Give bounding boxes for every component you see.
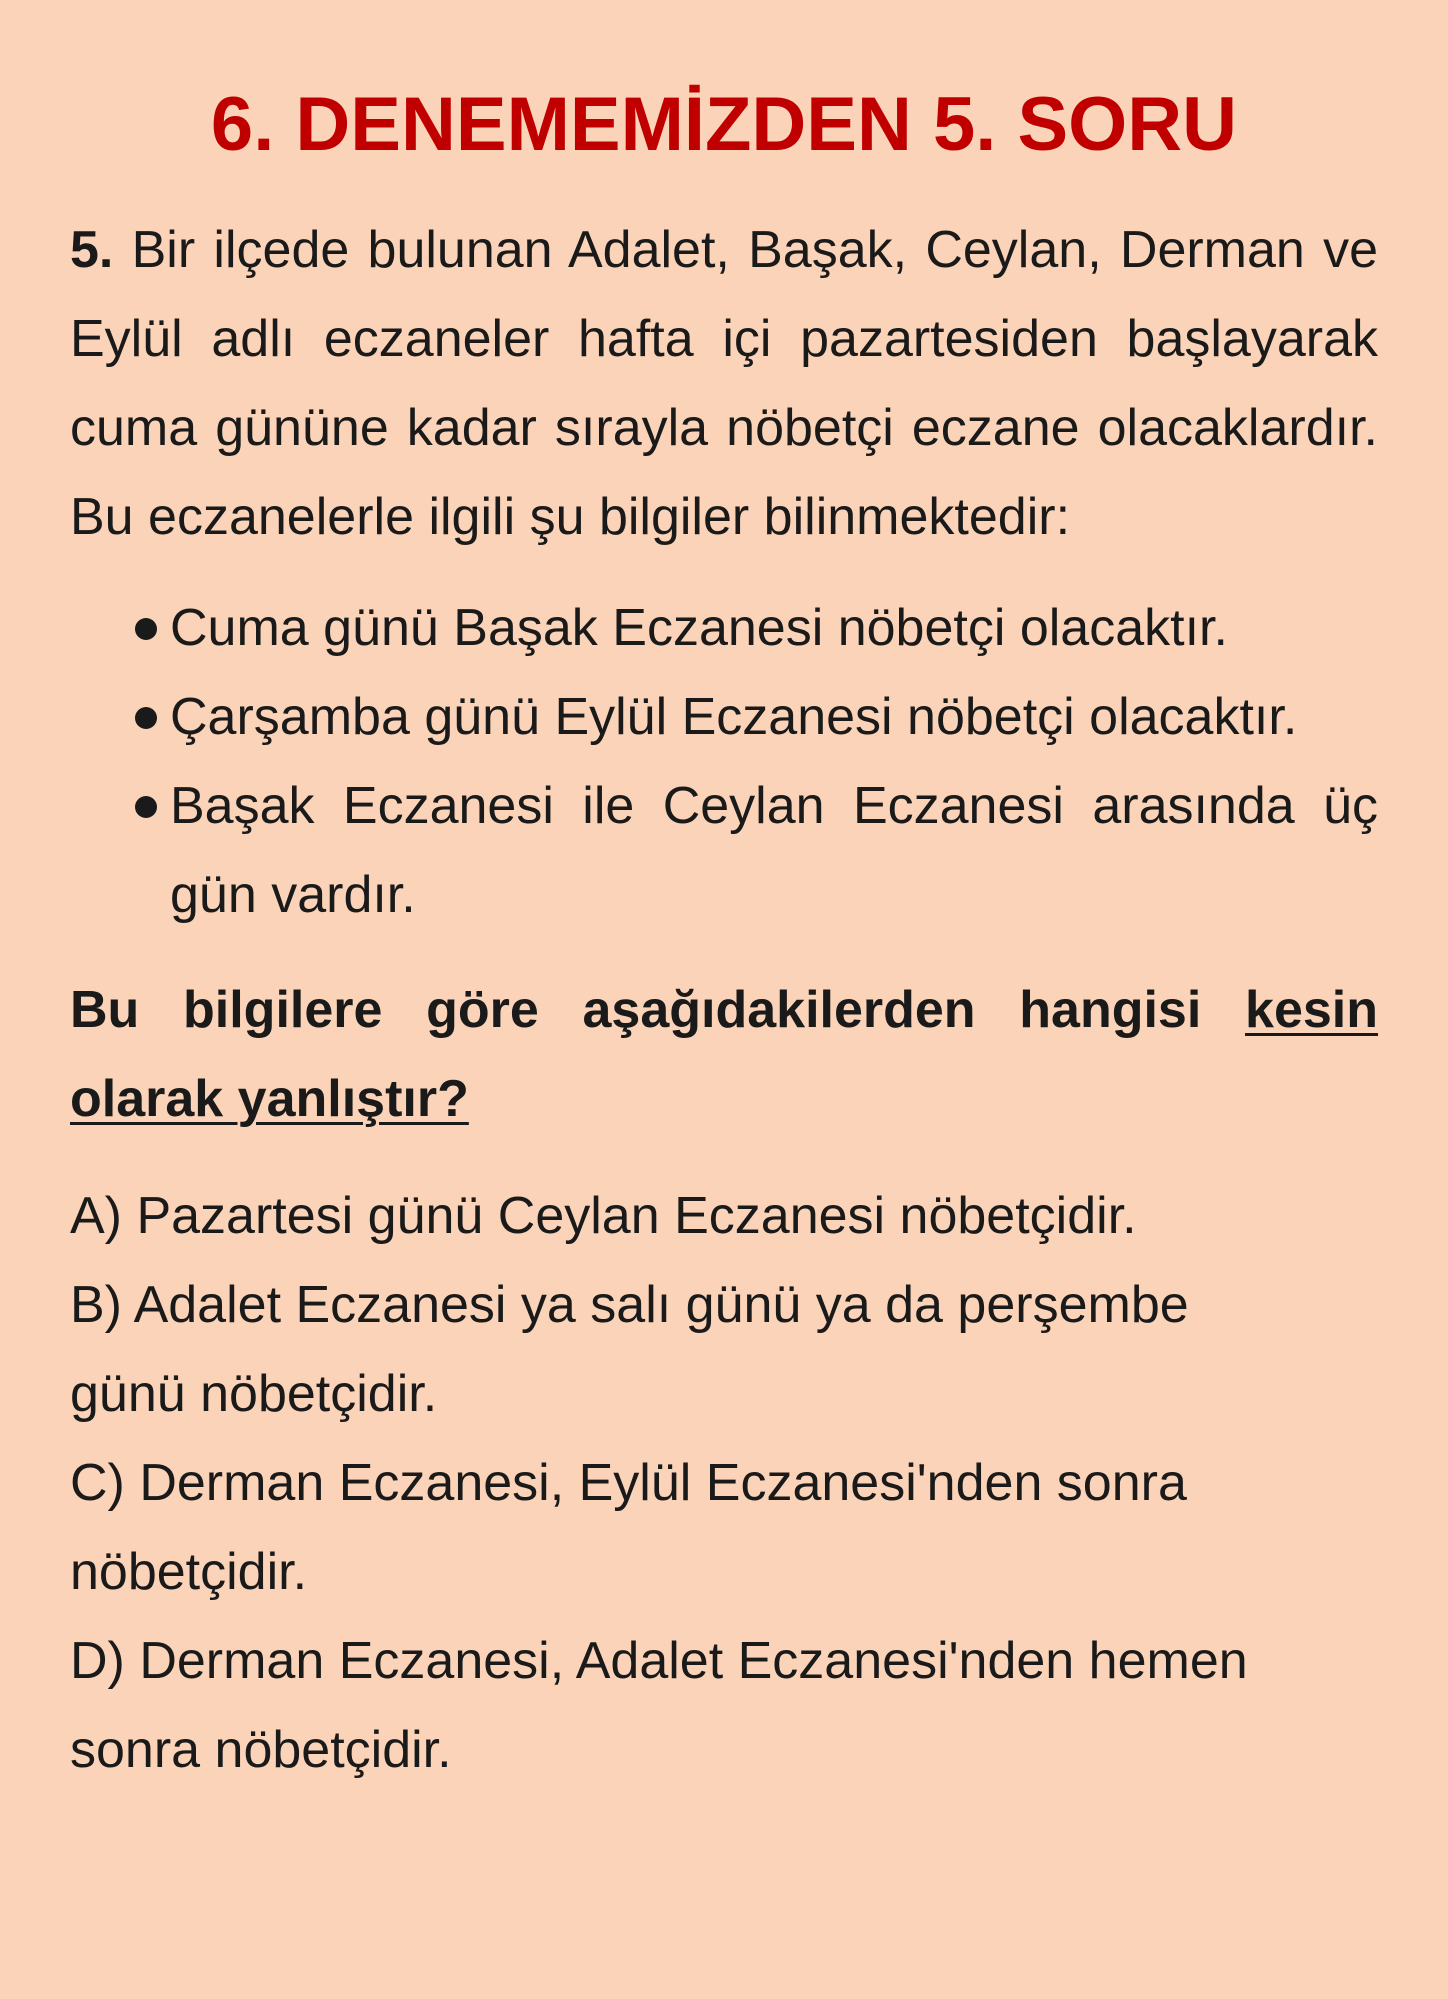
answer-options <box>70 1172 1378 1795</box>
bullet-icon <box>135 796 157 818</box>
info-item-text: Çarşamba günü Eylül Eczanesi nöbetçi olacaktır. <box>170 688 1298 746</box>
prompt-text: Bu bilgilere göre aşağıdakilerden hangisi <box>70 981 1202 1039</box>
option-c[interactable]: C) Derman Eczanesi, Eylül Eczanesi'nden sonra nöbetçidir. <box>70 1454 1187 1601</box>
page-title: 6. DENEMEMİZDEN 5. SORU <box>210 82 1238 167</box>
question-text: Bir ilçede bulunan Adalet, Başak, Ceylan, Derman ve Eylül adlı eczaneler hafta içi pazartesiden başlayarak cuma gününe kadar sırayla nöbetçi eczane olacaklardır. Bu eczanelerle ilgili şu bilgiler bilinmektedir: <box>70 221 1378 546</box>
question-stem <box>70 206 1378 562</box>
bullet-icon <box>135 618 157 640</box>
info-item <box>70 762 1378 940</box>
option-b[interactable]: B) Adalet Eczanesi ya salı günü ya da perşembe günü nöbetçidir. <box>70 1276 1189 1423</box>
option-a[interactable]: A) Pazartesi günü Ceylan Eczanesi nöbetçidir. <box>70 1187 1137 1245</box>
info-item-text: Cuma günü Başak Eczanesi nöbetçi olacaktır. <box>170 599 1228 657</box>
prompt-underlined-text: kesin olarak yanlıştır? <box>70 981 1379 1128</box>
bullet-icon <box>135 707 157 729</box>
info-list <box>70 584 1378 940</box>
question-number: 5. <box>70 221 114 279</box>
info-item <box>70 584 1378 673</box>
question-prompt <box>70 966 1378 1144</box>
option-d[interactable]: D) Derman Eczanesi, Adalet Eczanesi'nden hemen sonra nöbetçidir. <box>70 1632 1248 1779</box>
info-item-text: Başak Eczanesi ile Ceylan Eczanesi arasında üç gün vardır. <box>170 777 1378 924</box>
info-item <box>70 673 1378 762</box>
